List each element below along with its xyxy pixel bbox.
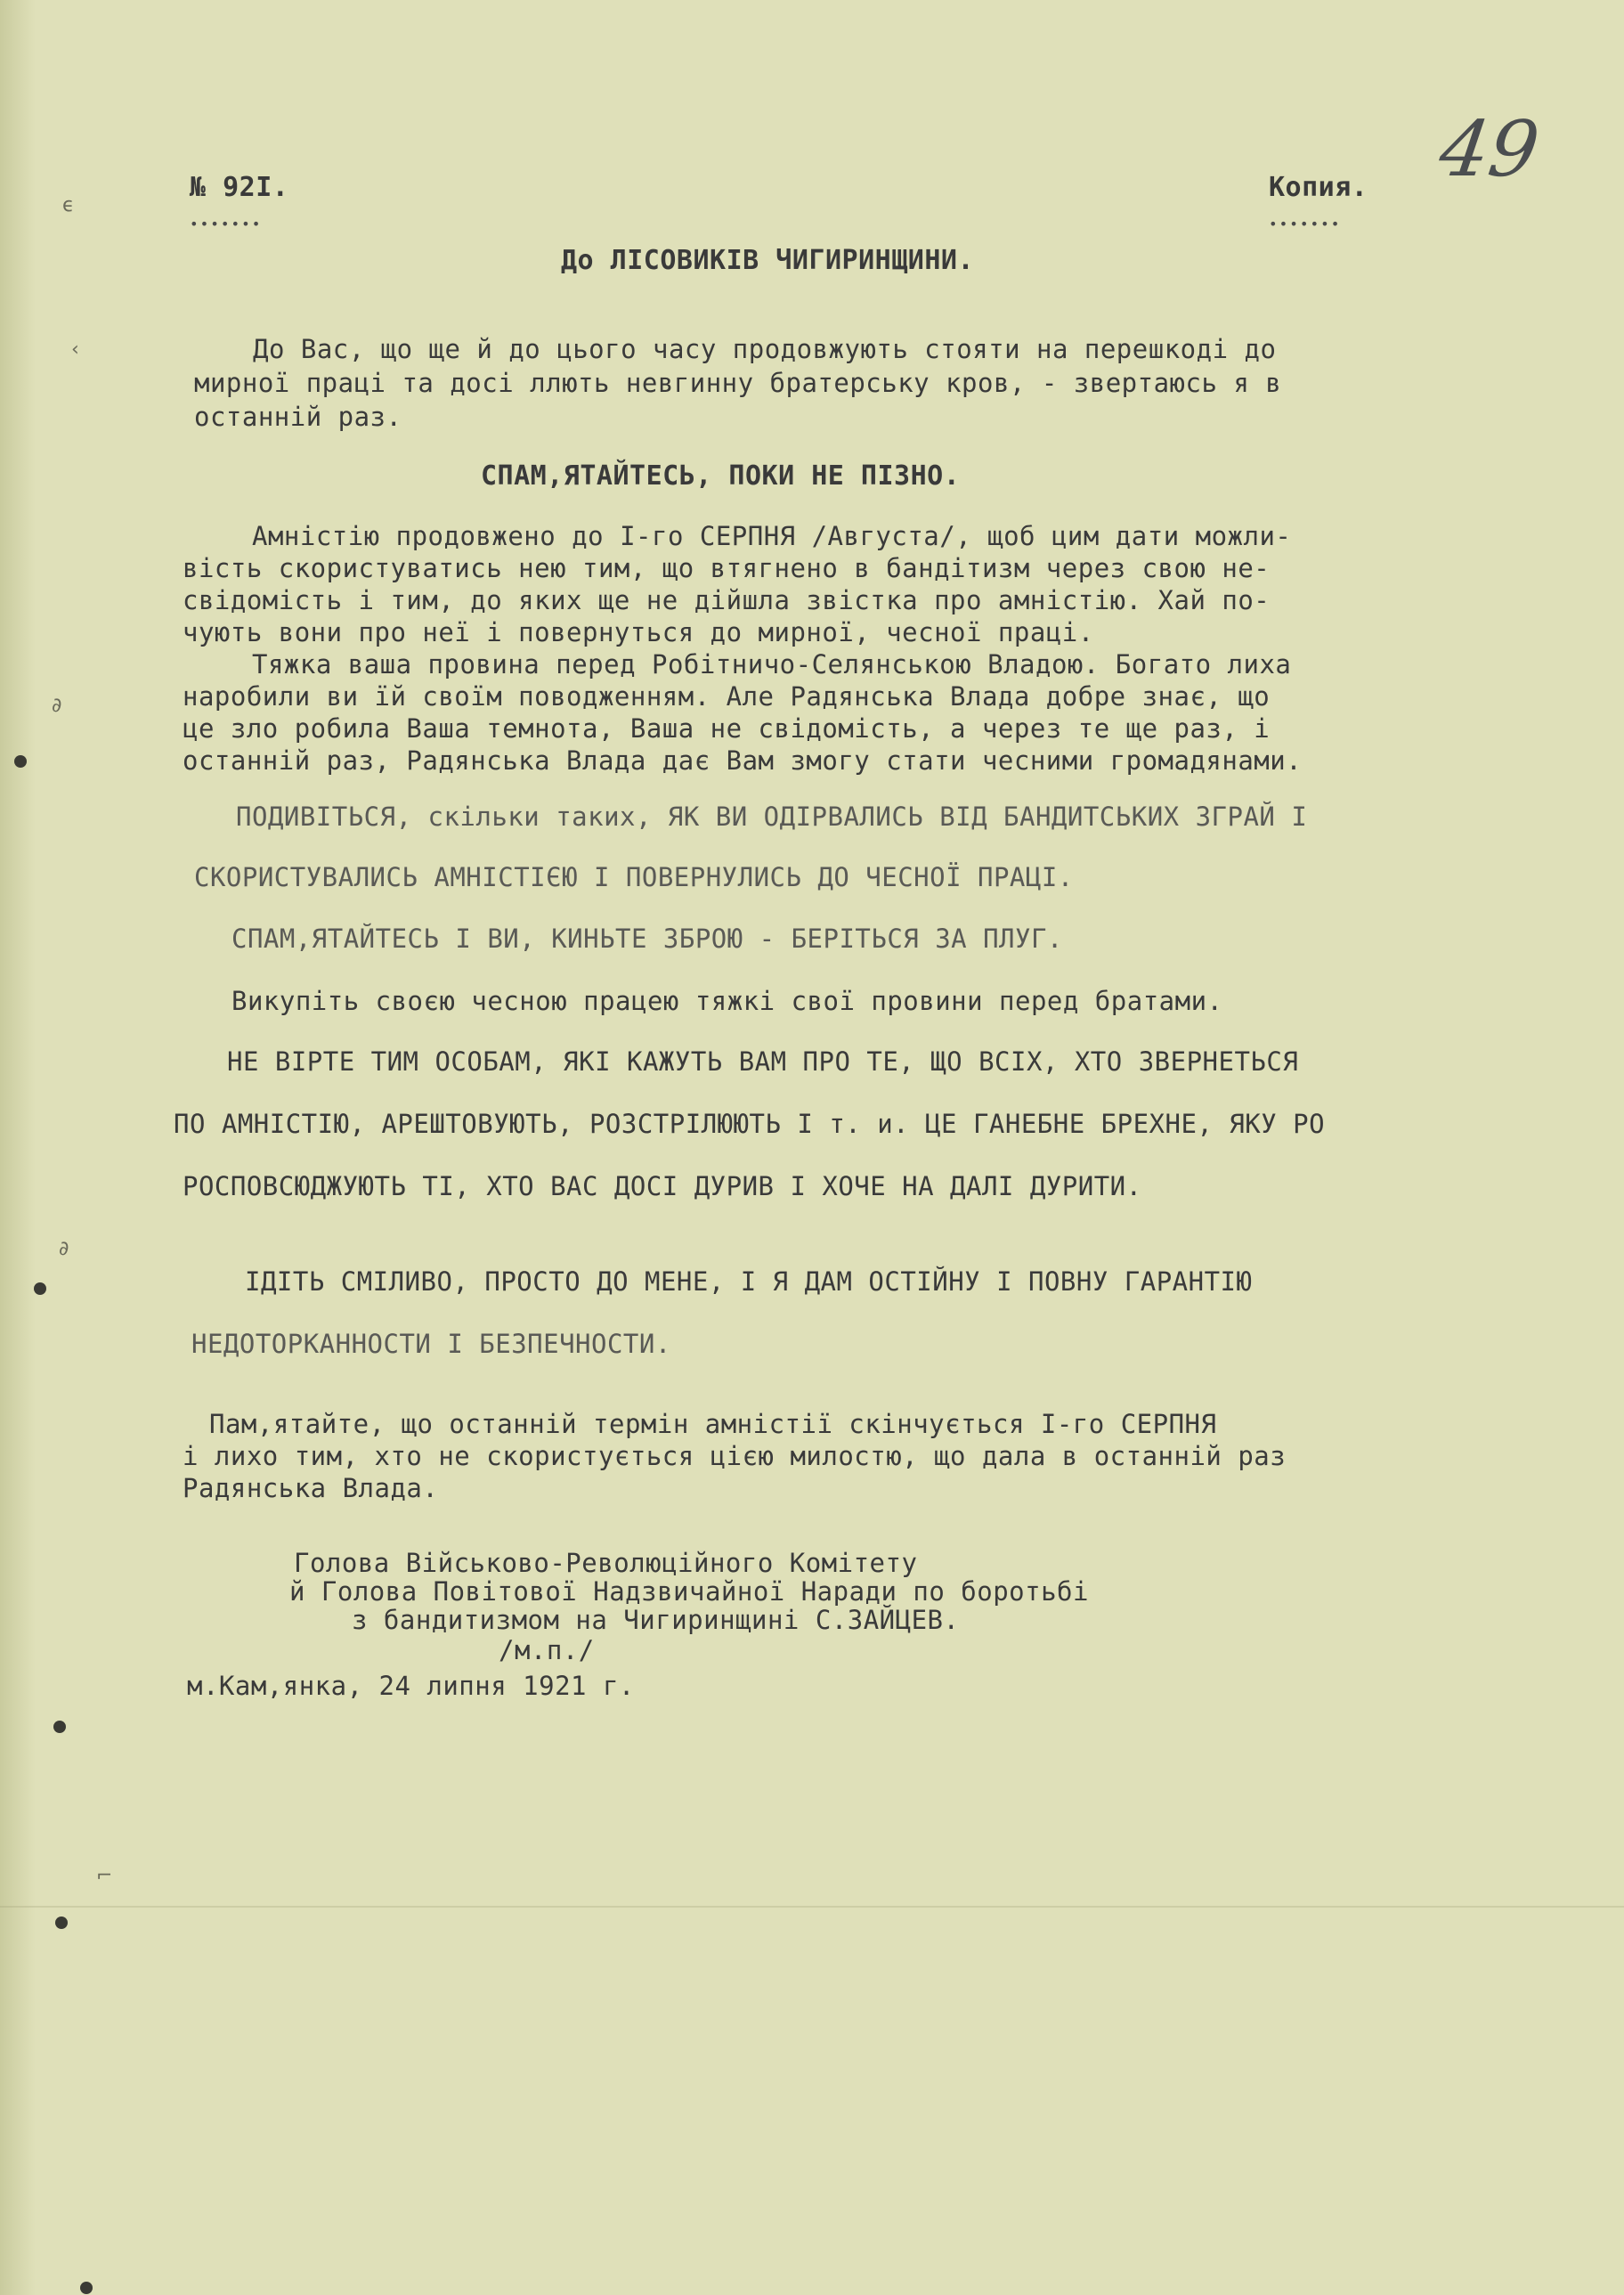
margin-mark: ⌐ xyxy=(96,1865,113,1887)
signature-line: з бандитизмом на Чигиринщині С.ЗАЙЦЕВ. xyxy=(352,1605,960,1635)
body-line: останній раз, Радянська Влада дає Вам змогу стати чесними громадянами. xyxy=(183,745,1303,776)
intro-line: мирної праці та досі ллють невгинну братерську кров, - звертаюсь я в xyxy=(194,368,1282,398)
body-line: свідомість і тим, до яких ще не дійшла звістка про амністію. Хай по- xyxy=(183,585,1271,615)
margin-mark: ∂ xyxy=(52,695,62,717)
binder-hole xyxy=(55,1917,68,1929)
body-line: Амністію продовжено до I-го СЕРПНЯ /Августа/, щоб цим дати можли- xyxy=(252,521,1292,551)
binder-hole xyxy=(14,755,27,768)
body-line: ПО АМНІСТІЮ, АРЕШТОВУЮТЬ, РОЗСТРІЛЮЮТЬ І т. и. ЦЕ ГАНЕБНЕ БРЕХНЕ, ЯКУ РО xyxy=(174,1109,1326,1139)
seal-note: /м.п./ xyxy=(499,1635,595,1665)
body-line: СПАМ,ЯТАЙТЕСЬ І ВИ, КИНЬТЕ ЗБРОЮ - БЕРІТЬСЯ ЗА ПЛУГ. xyxy=(231,924,1063,954)
binder-hole xyxy=(34,1282,46,1295)
body-line: НЕ ВІРТЕ ТИМ ОСОБАМ, ЯКІ КАЖУТЬ ВАМ ПРО ТЕ, ЩО ВСІХ, ХТО ЗВЕРНЕТЬСЯ xyxy=(227,1046,1299,1077)
intro-line: останній раз. xyxy=(194,402,402,432)
body-line: РОСПОВСЮДЖУЮТЬ ТІ, ХТО ВАС ДОСІ ДУРИВ І ХОЧЕ НА ДАЛІ ДУРИТИ. xyxy=(183,1171,1142,1201)
page-edge-shadow xyxy=(0,0,36,2295)
body-line: ПОДИВІТЬСЯ, скільки таких, ЯК ВИ ОДІРВАЛИСЬ ВІД БАНДИТСЬКИХ ЗГРАЙ І xyxy=(236,802,1308,832)
body-line: НЕДОТОРКАННОСТИ І БЕЗПЕЧНОСТИ. xyxy=(191,1329,671,1359)
amnesty-paragraph xyxy=(183,521,1303,776)
folio-number: 49 xyxy=(1433,105,1545,194)
intro-line: До Вас, що ще й до цього часу продовжують стояти на перешкоді до xyxy=(253,334,1277,364)
paper-fold xyxy=(0,1906,1624,1908)
body-line: вість скористуватись нею тим, що втягнено в бандітизм через свою не- xyxy=(183,553,1271,583)
document-title: До ЛІСОВИКІВ ЧИГИРИНЩИНИ. xyxy=(561,245,975,276)
body-line: чують вони про неї і повернуться до мирної, чесної праці. xyxy=(183,617,1094,647)
section-heading: СПАМ,ЯТАЙТЕСЬ, ПОКИ НЕ ПІЗНО. xyxy=(481,460,961,492)
margin-mark: ‹ xyxy=(71,338,79,361)
copy-underline: ••••••• xyxy=(1269,216,1342,232)
margin-mark: ϵ xyxy=(62,194,75,216)
binder-hole xyxy=(53,1721,66,1733)
closing-line: Пам,ятайте, що останній термін амністії скінчується I-го СЕРПНЯ xyxy=(209,1409,1217,1439)
signature-line: Голова Військово-Революційного Комітету xyxy=(294,1548,918,1578)
body-line: Тяжка ваша провина перед Робітничо-Селянською Владою. Богато лиха xyxy=(252,649,1292,680)
margin-mark: ∂ xyxy=(59,1238,69,1260)
closing-paragraph xyxy=(183,1409,1287,1503)
body-line: наробили ви їй своїм поводженням. Але Радянська Влада добре знає, що xyxy=(183,681,1271,712)
intro-paragraph xyxy=(194,334,1282,432)
body-line: ІДІТЬ СМІЛИВО, ПРОСТО ДО МЕНЕ, І Я ДАМ ОСТІЙНУ І ПОВНУ ГАРАНТІЮ xyxy=(245,1266,1253,1297)
copy-label: Копия. xyxy=(1269,172,1368,203)
closing-line: і лихо тим, хто не скористується цією милостю, що дала в останній раз xyxy=(183,1441,1287,1471)
closing-line: Радянська Влада. xyxy=(183,1473,439,1503)
body-line: Викупіть своєю чесною працею тяжкі свої провини перед братами. xyxy=(231,986,1223,1016)
signature-line: й Голова Повітової Надзвичайної Наради по боротьбі xyxy=(289,1576,1089,1607)
document-number: № 92I. xyxy=(190,172,289,203)
binder-hole xyxy=(80,2282,93,2294)
number-underline: ••••••• xyxy=(190,216,263,232)
body-line: СКОРИСТУВАЛИСЬ АМНІСТІЄЮ І ПОВЕРНУЛИСЬ ДО ЧЕСНОЇ ПРАЦІ. xyxy=(194,862,1074,892)
body-line: це зло робила Ваша темнота, Ваша не свідомість, а через те ще раз, і xyxy=(183,713,1271,744)
place-date: м.Кам,янка, 24 липня 1921 г. xyxy=(187,1671,635,1701)
